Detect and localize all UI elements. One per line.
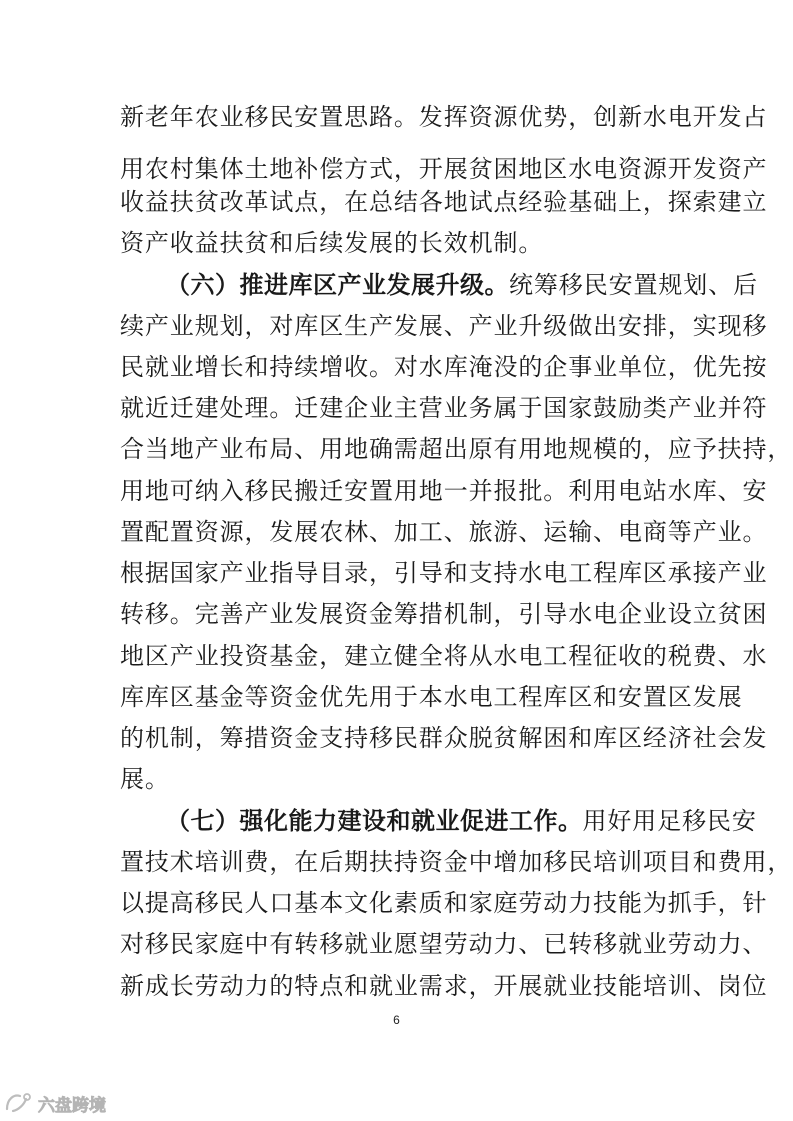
page-number: 6	[393, 1013, 400, 1027]
section-six-lead: 统筹移民安置规划、后	[509, 271, 758, 299]
text-line: 地区产业投资基金，建立健全将从水电工程征收的税费、水	[120, 642, 768, 670]
text-line: 新老年农业移民安置思路。发挥资源优势，创新水电开发占	[120, 103, 768, 131]
text-line: 以提高移民人口基本文化素质和家庭劳动力技能为抓手，针	[120, 889, 768, 917]
text-line: 合当地产业布局、用地确需超出原有用地规模的，应予扶持，	[120, 435, 793, 463]
text-line: 资产收益扶贫和后续发展的长效机制。	[120, 229, 544, 257]
text-line: 新成长劳动力的特点和就业需求，开展就业技能培训、岗位	[120, 972, 768, 1000]
text-line: 的机制，筹措资金支持移民群众脱贫解困和库区经济社会发	[120, 724, 768, 752]
watermark-text: 六盘跨境	[38, 1095, 106, 1116]
section-six-heading-line	[166, 265, 758, 305]
text-line: 用地可纳入移民搬迁安置用地一并报批。利用电站水库、安	[120, 477, 768, 505]
section-seven-heading-line	[166, 801, 757, 841]
text-line: 对移民家庭中有转移就业愿望劳动力、已转移就业劳动力、	[120, 930, 768, 958]
text-line: 续产业规划，对库区生产发展、产业升级做出安排，实现移	[120, 312, 768, 340]
section-seven-lead: 用好用足移民安	[582, 807, 757, 835]
text-line: 置技术培训费，在后期扶持资金中增加移民培训项目和费用，	[120, 848, 793, 876]
section-six-title: 推进库区产业发展升级。	[239, 271, 509, 299]
section-seven-title: 强化能力建设和就业促进工作。	[239, 807, 583, 835]
section-six-marker: （六）	[166, 271, 240, 299]
text-line: 库库区基金等资金优先用于本水电工程库区和安置区发展	[120, 683, 743, 711]
text-line: 就近迁建处理。迁建企业主营业务属于国家鼓励类产业并符	[120, 394, 768, 422]
text-line: 展。	[120, 765, 170, 793]
text-line: 根据国家产业指导目录，引导和支持水电工程库区承接产业	[120, 559, 768, 587]
watermark	[4, 1090, 106, 1116]
text-line: 收益扶贫改革试点，在总结各地试点经验基础上，探索建立	[120, 188, 768, 216]
section-seven-marker: （七）	[166, 807, 240, 835]
text-line: 置配置资源，发展农林、加工、旅游、运输、电商等产业。	[120, 518, 768, 546]
text-line: 民就业增长和持续增收。对水库淹没的企事业单位，优先按	[120, 353, 768, 381]
watermark-logo-icon	[4, 1091, 34, 1115]
text-line: 用农村集体土地补偿方式，开展贫困地区水电资源开发资产	[120, 155, 768, 183]
text-line: 转移。完善产业发展资金筹措机制，引导水电企业设立贫困	[120, 600, 768, 628]
